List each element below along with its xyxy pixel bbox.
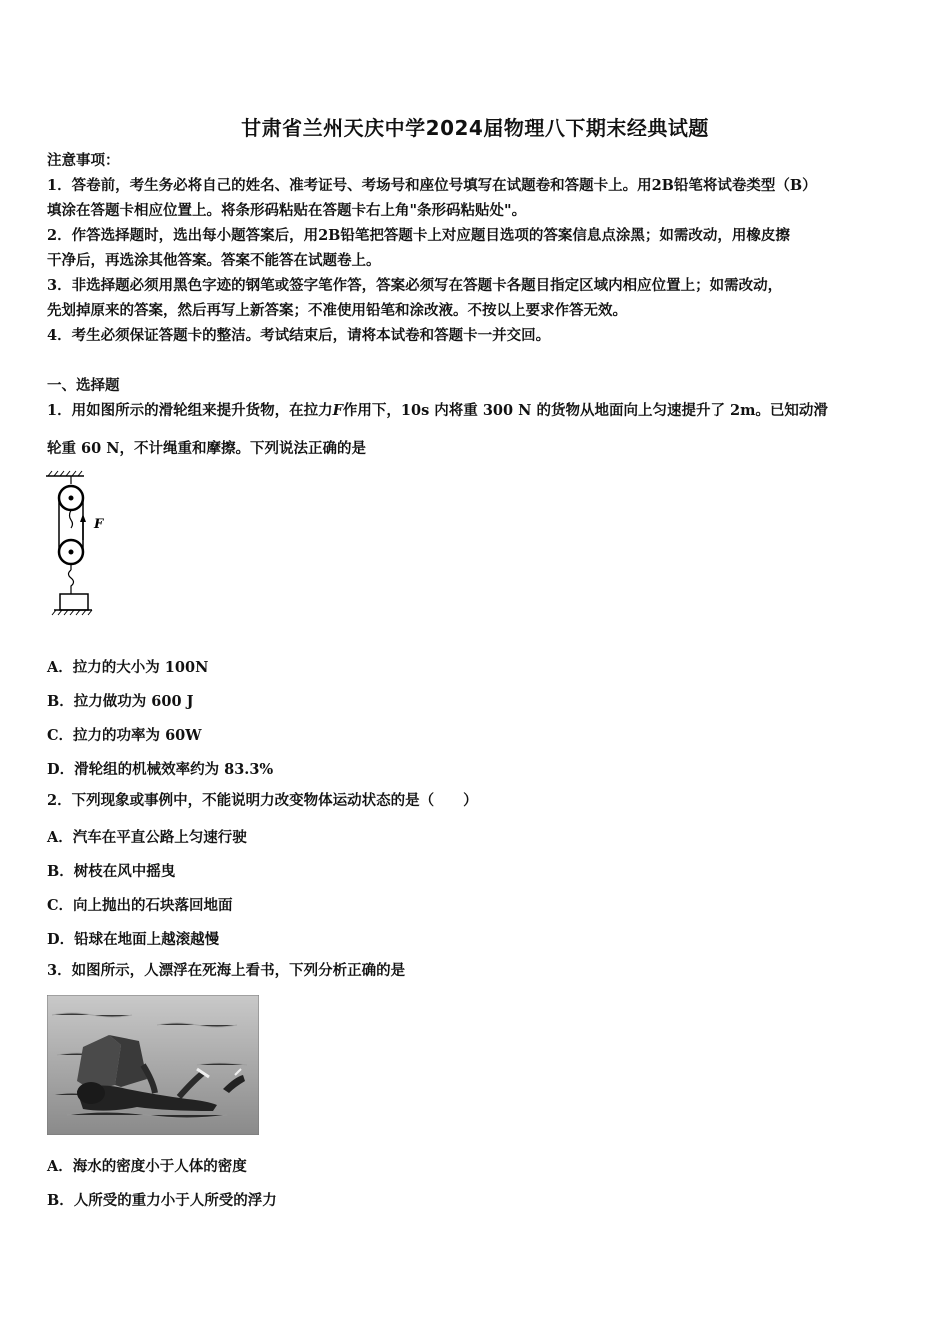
q1-option-a: A．拉力的大小为 100N [47, 659, 209, 676]
q1-stem-line1 [47, 402, 828, 420]
q3-stem: 3．如图所示，人漂浮在死海上看书，下列分析正确的是 [47, 962, 406, 979]
q1-stem-text: 1．用如图所示的滑轮组来提升货物，在拉力 [47, 402, 333, 419]
notice-line: 干净后，再选涂其他答案。答案不能答在试题卷上。 [47, 252, 381, 269]
cargo-box [60, 594, 88, 610]
q3-option-a: A．海水的密度小于人体的密度 [47, 1158, 247, 1175]
notice-line: 填涂在答题卡相应位置上。将条形码粘贴在答题卡右上角"条形码粘贴处"。 [47, 202, 527, 219]
q1-force-var: F [332, 402, 343, 419]
q3-option-b: B．人所受的重力小于人所受的浮力 [47, 1192, 277, 1209]
pulley-diagram [40, 470, 120, 620]
notice-line: 先划掉原来的答案，然后再写上新答案；不准使用铅笔和涂改液。不按以上要求作答无效。 [47, 302, 627, 319]
q1-stem-line2: 轮重 60 N，不计绳重和摩擦。下列说法正确的是 [47, 440, 367, 457]
notice-line: 4．考生必须保证答题卡的整洁。考试结束后，请将本试卷和答题卡一并交回。 [47, 327, 551, 344]
section-heading: 一、选择题 [47, 377, 120, 394]
person-head [77, 1082, 105, 1104]
q2-option-d: D．铅球在地面上越滚越慢 [47, 931, 220, 948]
q2-option-a: A．汽车在平直公路上匀速行驶 [47, 829, 247, 846]
q1-option-c: C．拉力的功率为 60W [47, 727, 202, 744]
q2-option-c: C．向上抛出的石块落回地面 [47, 897, 233, 914]
dead-sea-photo [47, 995, 259, 1135]
q1-option-d: D．滑轮组的机械效率约为 83.3% [47, 761, 274, 778]
force-label: F [94, 517, 104, 532]
page-title: 甘肃省兰州天庆中学2024届物理八下期末经典试题 [241, 116, 709, 140]
notice-line: 2．作答选择题时，选出每小题答案后，用2B铅笔把答题卡上对应题目选项的答案信息点涂黑；如需改动，用橡皮擦 [47, 227, 790, 244]
hook [69, 570, 74, 594]
notice-line: 3．非选择题必须用黑色字迹的钢笔或签字笔作答，答案必须写在答题卡各题目指定区域内相应位置上；如需改动， [47, 277, 783, 294]
q1-stem-text: 作用下，10s 内将重 300 N 的货物从地面向上匀速提升了 2m。已知动滑 [342, 402, 828, 419]
q2-stem: 2．下列现象或事例中，不能说明力改变物体运动状态的是（ ） [47, 792, 478, 809]
notice-heading: 注意事项： [47, 152, 120, 169]
q2-option-b: B．树枝在风中摇曳 [47, 863, 176, 880]
q1-option-b: B．拉力做功为 600 J [47, 693, 194, 710]
notice-line: 1．答卷前，考生务必将自己的姓名、准考证号、考场号和座位号填写在试题卷和答题卡上。用2B铅笔将试卷类型（B） [47, 177, 817, 194]
